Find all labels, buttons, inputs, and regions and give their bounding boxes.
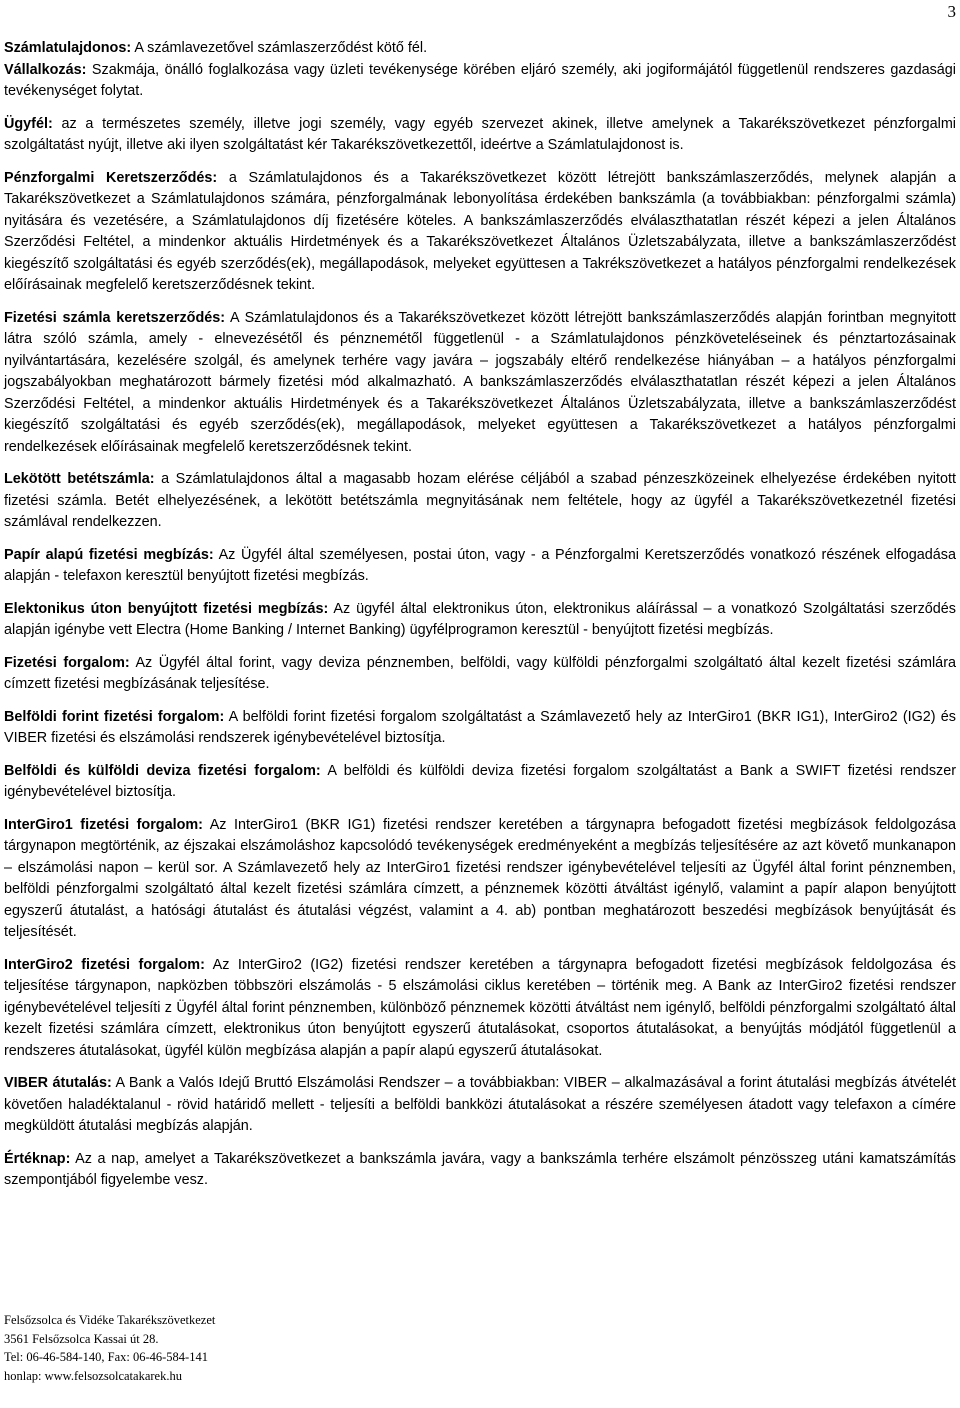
definition-term: Papír alapú fizetési megbízás: [4,546,214,563]
definition-text: Az a nap, amelyet a Takarékszövetkezet a bankszámla javára, vagy a bankszámla terhére elszámolt pénzösszeg utáni kamatszámítás szempontjából figyelembe vesz. [4,1150,956,1188]
definition-term: VIBER átutalás: [4,1075,112,1091]
definition-foreign-currency-traffic [4,761,956,804]
definition-term: InterGiro1 fizetési forgalom: [4,816,203,833]
definition-viber-transfer [4,1073,956,1138]
definition-text: A Bank a Valós Idejű Bruttó Elszámolási Rendszer – a továbbiakban: VIBER – alkalmazásával a forint átutalási megbízás átvételét követően haladéktalanul - rövid határidő mellett - teljesíti a belföldi bankközi átutalásokat a részére személyesen átadott vagy telefaxon a címére megküldött átutalási megbízás alapján. [4,1075,956,1134]
definition-fixed-deposit-account [4,469,956,534]
definition-text: A számlavezetővel számlaszerződést kötő fél. [134,40,428,56]
definition-text: A belföldi és külföldi deviza fizetési forgalom szolgáltatást a Bank a SWIFT fizetési rendszer igénybevételével biztosítja. [4,762,957,800]
definition-domestic-forint-traffic [4,707,956,750]
definition-term: Elektonikus úton benyújtott fizetési megbízás: [4,600,329,617]
definition-text: Az InterGiro1 (BKR IG1) fizetési rendszer keretében a tárgynapra befogadott fizetési megbízások feldolgozása tárgynapon megtörténik, az éjszakai elszámoláshoz kapcsolódó tevékenységek eredményeként a megbízás teljesítésére az azt követő munkanapon – elszámolási napon – kerül sor. A Számlavezető hely az InterGiro1 fizetési rendszer igénybevételével teljesíti az Ügyfél által forint pénznemben, belföldi pénzforgalmi szolgáltató által kezelt fizetési számlára címzett, a pénznemek közötti átváltást igénylő, valamint a papír alapon benyújtott egyszerű átutalást, a hatósági átutalást és átutalási végzést, valamint a 4. ab) pontban meghatározott beszedési megbízások benyújtását és teljesítését. [4,816,956,940]
definition-term: InterGiro2 fizetési forgalom: [4,956,205,973]
definition-term: Belföldi és külföldi deviza fizetési forgalom: [4,762,321,779]
footer-website: honlap: www.felsozsolcatakarek.hu [4,1368,182,1383]
definition-term: Pénzforgalmi Keretszerződés: [4,169,218,186]
definition-term: Vállalkozás: [4,61,87,78]
definition-text: a Számlatulajdonos által a magasabb hozam elérése céljából a szabad pénzeszközeinek elhelyezése érdekében nyitott fizetési számla. Betét elhelyezésének, a lekötött betétszámla megnyitásának nem feltétele, hogy az ügyfél a Takarékszövetkezetnél fizetési számlával rendelkezzen. [4,471,956,530]
definition-term: Értéknap: [4,1150,71,1167]
definition-text: A Számlatulajdonos és a Takarékszövetkezet között létrejött bankszámlaszerződés alapján forintban megnyitott látra szóló számla, amely - elnevezésétől és pénznemétől függetlenül - a Számlatulajdonos pénzköveteléseinek és pénztartozásainak nyilvántartására, kezelésére szolgál, és amelynek terhére vagy javára – jogszabály eltérő rendelkezése hiányában – a hatályos pénzforgalmi jogszabályokban meghatározott bármely fizetési mód alkalmazható. A bankszámlaszerződés elválaszthatatlan részét képezi a jelen Általános Szerződési Feltétel, a mindenkor aktuális Hirdetmények és a Takarékszövetkezet Általános Üzletszabályzata, illetve a bankszámlaszerződést kiegészítő szolgáltatási és egyéb szerződés(ek), megállapodások, melyeket együttesen a Takarékszövetkezet a hatályos pénzforgalmi rendelkezések előírásainak megfelelő keretszerződésnek tekint. [4,309,956,455]
definition-term: Ügyfél: [4,115,53,132]
definition-term: Belföldi forint fizetési forgalom: [4,708,225,725]
definition-term: Lekötött betétszámla: [4,471,155,487]
footer-phone: Tel: 06-46-584-140, Fax: 06-46-584-141 [4,1350,208,1364]
definition-value-date [4,1149,956,1192]
definition-text: Az Ügyfél által forint, vagy deviza pénznemben, belföldi, vagy külföldi pénzforgalmi szolgáltató által kezelt fizetési számlára címzett fizetési megbízásának teljesítése. [4,654,956,692]
definition-account-holder [4,38,956,60]
definition-text: A belföldi forint fizetési forgalom szolgáltatást a Számlavezető hely az InterGiro1 (BKR IG1), InterGiro2 (IG2) és VIBER fizetési és elszámolási rendszerek igénybevételével biztosítja. [4,708,956,746]
footer-company-name: Felsőzsolca és Vidéke Takarékszövetkezet [4,1313,216,1327]
page-number: 3 [947,2,956,21]
definition-text: Az ügyfél által elektronikus úton, elektronikus aláírással – a vonatkozó Szolgáltatási szerződés alapján igénybe vett Electra (Home Banking / Internet Banking) ügyfélprogramon keresztül - benyújtott fizetési megbízás. [4,600,956,638]
definition-client [4,114,956,157]
definition-text: Az InterGiro2 (IG2) fizetési rendszer keretében a tárgynapra befogadott fizetési megbízások feldolgozása és teljesítése tárgynapon, napközben többszöri elszámolás - 5 elszámolási ciklus keretében – történik meg. A Bank az InterGiro2 fizetési rendszer igénybevételével teljesíti z Ügyfél által forint pénznemben, különböző pénznemek közötti átváltást nem igénylő, belföldi pénzforgalmi szolgáltató által kezelt fizetési számlára címzett, elektronikus úton benyújtott egyszerű átutalásokat, csoportos átutalásokat, a benyújtás módjától függetlenül a rendszeres átutalásokat, ügyfél külön megbízása alapján a papír alapú egyszerű átutalásokat. [4,956,956,1059]
definition-payment-account-framework-contract [4,308,956,459]
definition-electronic-payment-order [4,599,956,642]
definition-term: Fizetési számla keretszerződés: [4,309,226,326]
definition-enterprise [4,60,956,103]
definition-term: Számlatulajdonos: [4,40,132,56]
page-footer [4,1311,604,1385]
definition-payment-traffic [4,653,956,696]
definition-text: Az Ügyfél által személyesen, postai úton, vagy - a Pénzforgalmi Keretszerződés vonatkozó részének elfogadása alapján - telefaxon keresztül benyújtott fizetési megbízás. [4,546,956,584]
footer-address: 3561 Felsőzsolca Kassai út 28. [4,1331,159,1346]
definition-intergiro1 [4,815,956,944]
definition-paper-payment-order [4,545,956,588]
definition-term: Fizetési forgalom: [4,654,130,671]
definition-text: a Számlatulajdonos és a Takarékszövetkezet között létrejött bankszámlaszerződés, melynek alapján a Takarékszövetkezet a Számlatulajdonos számára, pénzforgalmának lebonyolítása érdekében bankszámla (a továbbiakban: pénzforgalmi számla) nyitására és vezetésére, a Számlatulajdonos díj fizetésére köteles. A bankszámlaszerződés elválaszthatatlan részét képezi a jelen Általános Szerződési Feltétel, a mindenkor aktuális Hirdetmények és a Takarékszövetkezet Általános Üzletszabályzata, illetve a bankszámlaszerződést kiegészítő szolgáltatási és egyéb szerződés(ek), megállapodások, melyeket együttesen a Takrékszövetkezet a hatályos pénzforgalmi rendelkezések előírásainak megfelelő keretszerződésnek tekint. [4,169,957,293]
definition-text: Szakmája, önálló foglalkozása vagy üzleti tevékenysége körében eljáró személy, aki jogiformájától függetlenül rendszeres gazdasági tevékenységet folytat. [4,61,956,99]
definitions-list [4,38,956,1203]
definition-text: az a természetes személy, illetve jogi személy, vagy egyéb szervezet akinek, illetve amelynek a Takarékszövetkezet pénzforgalmi szolgáltatást nyújt, illetve aki ilyen szolgáltatást kér Takarékszövetkezettől, ideértve a Számlatulajdonost is. [4,115,957,153]
definition-intergiro2 [4,955,956,1063]
definition-payment-framework-contract [4,168,956,297]
